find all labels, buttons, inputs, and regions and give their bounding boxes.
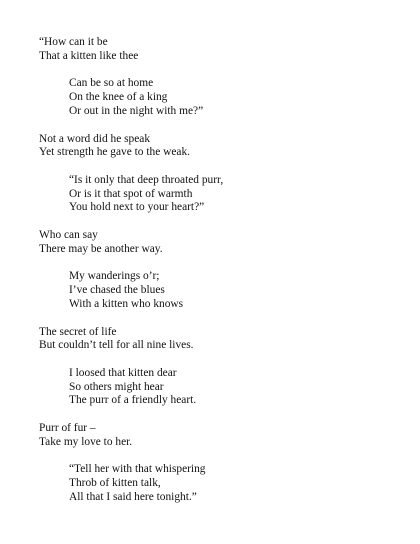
poem-line: Not a word did he speak <box>39 132 151 145</box>
poem-line: On the knee of a king <box>69 91 168 104</box>
poem-line: There may be another way. <box>39 242 163 255</box>
poem-line: Who can say <box>39 229 98 242</box>
poem-line: Throb of kitten talk, <box>69 477 161 490</box>
poem-line: With a kitten who knows <box>69 297 184 310</box>
poem-line: My wanderings o’r; <box>69 270 160 283</box>
stanza-9 <box>39 422 399 449</box>
stanza-3 <box>39 133 399 160</box>
poem-line: Purr of fur – <box>39 422 96 435</box>
poem-line: Or out in the night with me?” <box>69 104 204 117</box>
poem-line: Can be so at home <box>69 77 154 90</box>
poem-line: But couldn’t tell for all nine lives. <box>39 339 194 352</box>
stanza-1 <box>39 36 399 63</box>
stanza-5 <box>39 229 399 256</box>
poem-line: “Is it only that deep throated purr, <box>69 173 224 186</box>
poem-line: “How can it be <box>39 36 108 48</box>
poem-line: Or is it that spot of warmth <box>69 187 193 200</box>
stanza-2 <box>39 77 399 118</box>
stanza-7 <box>39 326 399 353</box>
poem-line: The purr of a friendly heart. <box>69 394 197 407</box>
poem-line: The secret of life <box>39 325 117 338</box>
stanza-10 <box>39 463 399 504</box>
poem-text <box>39 36 399 519</box>
poem-line: Take my love to her. <box>39 435 133 448</box>
poem-line: That a kitten like thee <box>39 49 139 62</box>
poem-line: I’ve chased the blues <box>69 284 165 297</box>
poem-line: I loosed that kitten dear <box>69 366 177 379</box>
stanza-8 <box>39 367 399 408</box>
poem-line: So others might hear <box>69 380 164 393</box>
poem-line: You hold next to your heart?” <box>69 201 205 214</box>
stanza-6 <box>39 270 399 311</box>
stanza-4 <box>39 174 399 215</box>
poem-line: “Tell her with that whispering <box>69 463 206 476</box>
poem-line: All that I said here tonight.” <box>69 490 197 503</box>
poem-line: Yet strength he gave to the weak. <box>39 146 190 159</box>
